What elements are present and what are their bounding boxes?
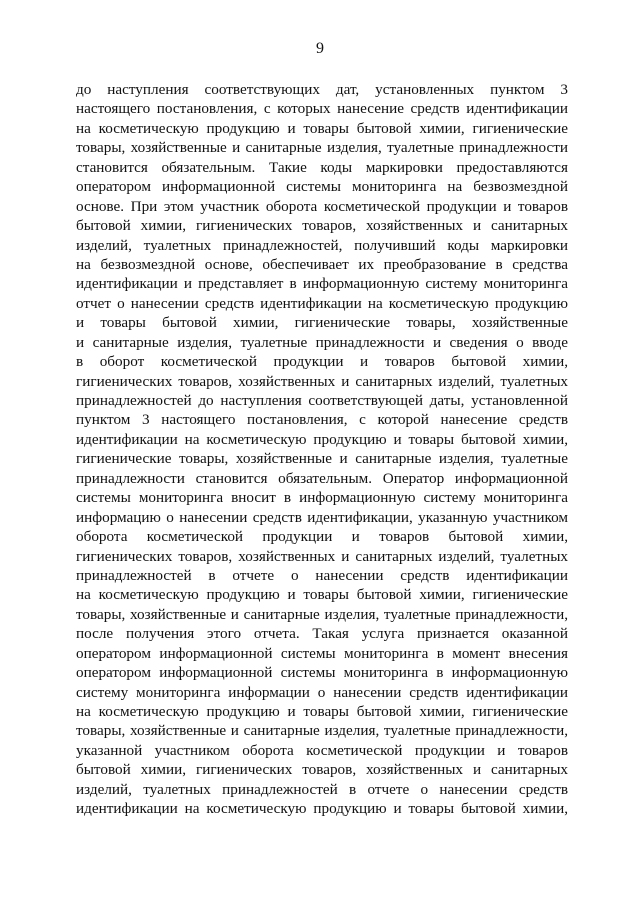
text-line: систему мониторинга информации о нанесении средств идентификации bbox=[76, 683, 568, 701]
text-line: информацию о нанесении средств идентификации, указанную участником bbox=[76, 508, 568, 526]
text-line: в оборот косметической продукции и товаров бытовой химии, bbox=[76, 353, 568, 371]
text-line: становится обязательным. Такие коды маркировки предоставляются bbox=[76, 158, 568, 176]
text-line: оборота косметической продукции и товаров бытовой химии, bbox=[76, 528, 568, 546]
text-line: после получения этого отчета. Такая услуга признается оказанной bbox=[76, 625, 568, 643]
text-line: на косметическую продукцию и товары бытовой химии, гигиенические bbox=[76, 119, 568, 137]
text-line: до наступления соответствующих дат, установленных пунктом 3 bbox=[76, 81, 568, 98]
page-number: 9 bbox=[316, 40, 324, 57]
text-line: и санитарные изделия, туалетные принадлежности и сведения о вводе bbox=[76, 333, 568, 351]
text-line: системы мониторинга вносит в информационную систему мониторинга bbox=[76, 489, 568, 507]
text-line: указанной участником оборота косметической продукции и товаров bbox=[76, 741, 568, 759]
text-line: и товары бытовой химии, гигиенические товары, хозяйственные bbox=[76, 314, 568, 332]
text-line: принадлежностей в отчете о нанесении средств идентификации bbox=[76, 566, 568, 584]
text-line: принадлежностей до наступления соответствующей даты, установленной bbox=[76, 392, 568, 409]
text-line: основе. При этом участник оборота косметической продукции и товаров bbox=[76, 197, 568, 215]
text-line: идентификации на косметическую продукцию и товары бытовой химии, bbox=[76, 800, 568, 818]
text-line: идентификации на косметическую продукцию и товары бытовой химии, bbox=[76, 430, 568, 448]
text-line: гигиенических товаров, хозяйственных и санитарных изделий, туалетных bbox=[76, 372, 568, 390]
body-text bbox=[76, 80, 568, 819]
text-line: бытовой химии, гигиенических товаров, хозяйственных и санитарных bbox=[76, 217, 568, 235]
text-line: идентификации и представляет в информационную систему мониторинга bbox=[76, 275, 568, 293]
text-line: оператором информационной системы мониторинга в информационную bbox=[76, 664, 568, 682]
text-line: на косметическую продукцию и товары бытовой химии, гигиенические bbox=[76, 586, 568, 604]
text-line: отчет о нанесении средств идентификации на косметическую продукцию bbox=[76, 294, 568, 312]
text-line: принадлежности становится обязательным. Оператор информационной bbox=[76, 469, 568, 487]
text-line: пунктом 3 настоящего постановления, с которой нанесение средств bbox=[76, 411, 568, 429]
text-line: гигиенических товаров, хозяйственных и санитарных изделий, туалетных bbox=[76, 547, 568, 565]
text-line: товары, хозяйственные и санитарные изделия, туалетные принадлежности, bbox=[76, 722, 568, 740]
text-line: товары, хозяйственные и санитарные изделия, туалетные принадлежности bbox=[76, 139, 568, 157]
text-line: настоящего постановления, с которых нанесение средств идентификации bbox=[76, 100, 568, 118]
text-line: гигиенические товары, хозяйственные и санитарные изделия, туалетные bbox=[76, 450, 568, 468]
text-line: оператором информационной системы мониторинга на безвозмездной bbox=[76, 178, 568, 196]
text-line: бытовой химии, гигиенических товаров, хозяйственных и санитарных bbox=[76, 761, 568, 779]
text-line: товары, хозяйственные и санитарные изделия, туалетные принадлежности, bbox=[76, 605, 568, 623]
text-line: на безвозмездной основе, обеспечивает их преобразование в средства bbox=[76, 255, 568, 273]
text-line: изделий, туалетных принадлежностей, получивший коды маркировки bbox=[76, 236, 568, 254]
text-line: оператором информационной системы мониторинга в момент внесения bbox=[76, 644, 568, 662]
text-line: на косметическую продукцию и товары бытовой химии, гигиенические bbox=[76, 703, 568, 720]
text-line: изделий, туалетных принадлежностей в отчете о нанесении средств bbox=[76, 780, 568, 798]
